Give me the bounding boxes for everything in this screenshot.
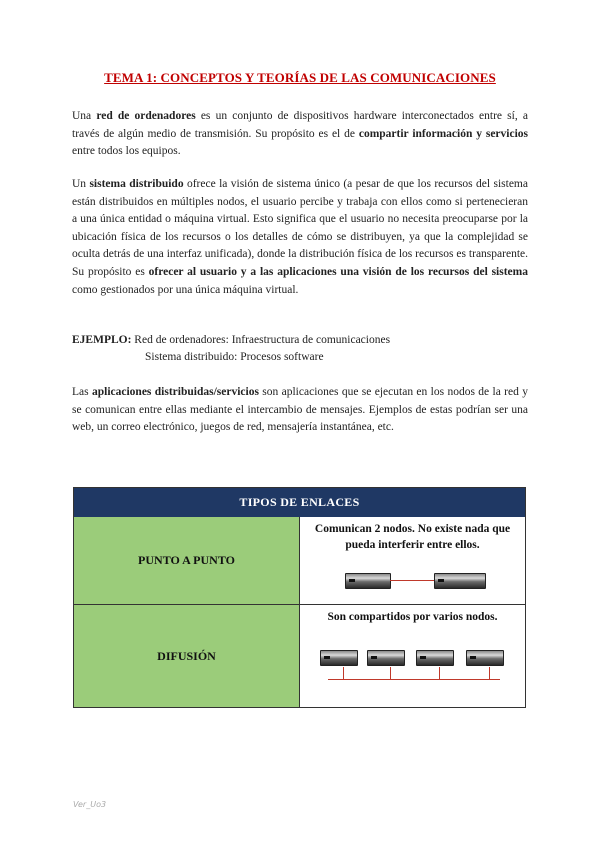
table-header: TIPOS DE ENLACES: [74, 488, 525, 517]
ejemplo-line-2: Sistema distribuido: Procesos software: [145, 351, 324, 363]
paragraph-red-ordenadores: [72, 108, 528, 161]
bold-term: aplicaciones distribuidas/servicios: [91, 386, 259, 398]
shared-bus-line: [328, 679, 500, 680]
text: son aplicaciones que se ejecutan en los nodos de la red y se comunican entre ellas mediante el intercambio de mensajes. Ejemplos de estas podrían ser una web, un correo electrónico, juegos de red, mensajería instantánea, etc.: [72, 386, 528, 434]
text: Red de ordenadores: Infraestructura de comunicaciones: [131, 334, 391, 346]
bus-drop-line: [489, 667, 490, 679]
network-device-icon: [345, 573, 391, 589]
paragraph-sistema-distribuido: [72, 176, 528, 299]
table-cell-type: [74, 517, 300, 604]
bus-drop-line: [439, 667, 440, 679]
text: Un: [72, 178, 90, 190]
footer-watermark: Ver_Uo3: [73, 800, 107, 809]
text: Una: [72, 110, 97, 122]
table-cell-type: [74, 605, 300, 707]
bus-drop-line: [390, 667, 391, 679]
bold-term: ofrecer al usuario y a las aplicaciones una visión de los recursos del sistema: [148, 265, 528, 278]
ejemplo-line-1: [72, 332, 390, 350]
link-line: [390, 580, 434, 581]
text: entre todos los equipos.: [72, 145, 181, 158]
text: Las: [72, 386, 92, 398]
table-cell-description: [300, 605, 525, 707]
network-device-icon: [434, 573, 486, 589]
network-device-icon: [466, 650, 504, 666]
network-device-icon: [416, 650, 454, 666]
table-cell-description: [300, 517, 525, 604]
ejemplo-label: EJEMPLO:: [72, 334, 132, 346]
link-description: Comunican 2 nodos. No existe nada que pueda interferir entre ellos.: [314, 523, 511, 551]
link-types-table: [73, 487, 526, 708]
paragraph-aplicaciones-distribuidas: [72, 384, 528, 437]
bold-term: sistema distribuido: [89, 178, 184, 190]
document-title: TEMA 1: CONCEPTOS Y TEORÍAS DE LAS COMUNICACIONES: [104, 70, 496, 85]
network-device-icon: [367, 650, 405, 666]
network-device-icon: [320, 650, 358, 666]
link-description: Son compartidos por varios nodos.: [327, 611, 498, 623]
text: como gestionados por una única máquina virtual.: [72, 283, 299, 296]
bold-term: red de ordenadores: [96, 110, 196, 122]
text: ofrece la visión de sistema único (a pesar de que los recursos del sistema están distribuidos en múltiples nodos, el usuario percibe y trabaja con ellos como si pertenecieran a una única entidad o máquina virtual. Esto significa que el usuario no necesita preocuparse por la ubicación física de los recursos o los detalles de cómo se distribuyen, ya que la complejidad se oculta detrás de una interfaz unificada), donde la distribución física de los recursos es transparente. Su propósito es: [72, 178, 528, 278]
link-type-label: PUNTO A PUNTO: [138, 553, 235, 567]
bus-drop-line: [343, 667, 344, 679]
link-type-label: DIFUSIÓN: [157, 648, 216, 663]
bold-term: compartir información y servicios: [358, 127, 528, 140]
text: es un conjunto de dispositivos hardware interconectados entre sí, a través de algún medio de transmisión. Su propósito es el de: [72, 110, 528, 140]
